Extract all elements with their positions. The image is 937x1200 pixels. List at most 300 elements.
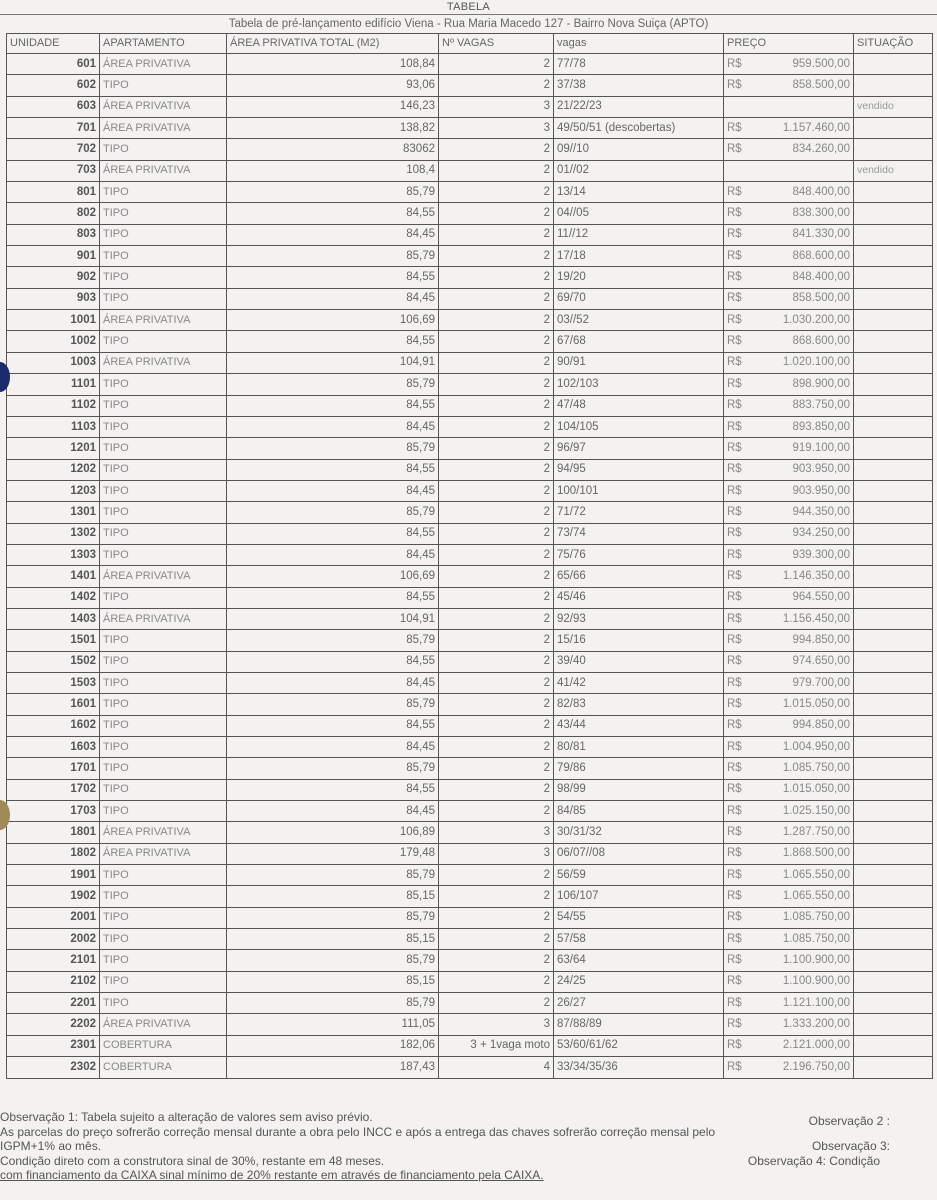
preco-value: 858.500,00 [792,292,850,305]
n-vagas-cell: 2 [439,246,554,267]
currency-symbol: R$ [727,954,742,967]
preco-cell [724,651,854,672]
apartamento-cell: ÁREA PRIVATIVA [100,822,227,843]
apartamento-cell: TIPO [100,779,227,800]
area-cell: 84,55 [227,651,439,672]
note-obs2-label: Observação 2 : [808,1114,890,1128]
preco-value: 834.260,00 [792,143,850,156]
currency-symbol: R$ [727,591,742,604]
area-cell: 85,15 [227,971,439,992]
table-row [7,118,933,139]
area-cell: 84,45 [227,288,439,309]
vagas-cell: 24/25 [554,971,724,992]
apartamento-cell: TIPO [100,758,227,779]
situacao-cell [854,480,933,501]
situacao-cell [854,374,933,395]
unidade-cell: 2301 [7,1035,100,1056]
apartamento-cell: TIPO [100,246,227,267]
n-vagas-cell: 2 [439,54,554,75]
preco-cell [724,801,854,822]
apartamento-cell: COBERTURA [100,1035,227,1056]
unidade-cell: 803 [7,224,100,245]
vagas-cell: 37/38 [554,75,724,96]
area-cell: 85,79 [227,865,439,886]
currency-symbol: R$ [727,1018,742,1031]
apartamento-cell: TIPO [100,587,227,608]
preco-cell [724,395,854,416]
n-vagas-cell: 2 [439,224,554,245]
apartamento-cell: TIPO [100,523,227,544]
n-vagas-cell: 2 [439,587,554,608]
currency-symbol: R$ [727,612,742,625]
situacao-cell [854,224,933,245]
unidade-cell: 1902 [7,886,100,907]
vagas-cell: 90/91 [554,352,724,373]
unidade-cell: 1502 [7,651,100,672]
area-cell: 84,45 [227,801,439,822]
situacao-cell [854,139,933,160]
situacao-cell [854,395,933,416]
apartamento-cell: ÁREA PRIVATIVA [100,54,227,75]
unidade-cell: 1401 [7,566,100,587]
n-vagas-cell: 3 [439,96,554,117]
preco-value: 1.121.100,00 [782,996,850,1009]
unidade-cell: 1701 [7,758,100,779]
n-vagas-cell: 2 [439,779,554,800]
preco-cell [724,630,854,651]
table-row [7,395,933,416]
n-vagas-cell: 2 [439,865,554,886]
unidade-cell: 1603 [7,737,100,758]
n-vagas-cell: 2 [439,886,554,907]
area-cell: 84,45 [227,480,439,501]
n-vagas-cell: 4 [439,1057,554,1078]
preco-value: 841.330,00 [792,228,850,241]
area-cell: 108,4 [227,160,439,181]
situacao-cell [854,352,933,373]
apartamento-cell: ÁREA PRIVATIVA [100,310,227,331]
apartamento-cell: TIPO [100,886,227,907]
col-header-apartamento: APARTAMENTO [100,34,227,54]
unidade-cell: 1103 [7,416,100,437]
currency-symbol: R$ [727,249,742,262]
situacao-cell [854,502,933,523]
currency-symbol: R$ [727,697,742,710]
situacao-cell [854,523,933,544]
table-row [7,54,933,75]
preco-cell [724,822,854,843]
vagas-cell: 82/83 [554,694,724,715]
note-obs4-label: Observação 4: Condição [747,1153,880,1168]
preco-value: 994.850,00 [792,719,850,732]
preco-cell [724,96,854,117]
preco-cell [724,75,854,96]
area-cell: 106,69 [227,566,439,587]
area-cell: 85,79 [227,502,439,523]
table-row [7,608,933,629]
unidade-cell: 1901 [7,865,100,886]
area-cell: 85,79 [227,993,439,1014]
currency-symbol: R$ [727,826,742,839]
vagas-cell: 15/16 [554,630,724,651]
n-vagas-cell: 3 [439,822,554,843]
n-vagas-cell: 2 [439,758,554,779]
table-row [7,737,933,758]
situacao-cell [854,416,933,437]
apartamento-cell: ÁREA PRIVATIVA [100,608,227,629]
n-vagas-cell: 2 [439,267,554,288]
situacao-cell [854,886,933,907]
situacao-cell [854,566,933,587]
vagas-cell: 04//05 [554,203,724,224]
preco-cell [724,993,854,1014]
apartamento-cell: COBERTURA [100,1057,227,1078]
unidade-cell: 1303 [7,544,100,565]
n-vagas-cell: 2 [439,651,554,672]
vagas-cell: 96/97 [554,438,724,459]
table-row [7,971,933,992]
preco-cell [724,544,854,565]
vagas-cell: 69/70 [554,288,724,309]
apartamento-cell: TIPO [100,480,227,501]
table-header-row [7,34,933,54]
table-row [7,758,933,779]
area-cell: 85,79 [227,907,439,928]
n-vagas-cell: 2 [439,352,554,373]
preco-cell [724,139,854,160]
note-line-4: Condição direto com a construtora sinal de 30%, restante em 48 meses. [0,1153,385,1168]
table-row [7,75,933,96]
n-vagas-cell: 2 [439,971,554,992]
table-row [7,438,933,459]
area-cell: 85,79 [227,630,439,651]
preco-value: 1.020.100,00 [782,356,850,369]
vagas-cell: 75/76 [554,544,724,565]
situacao-cell [854,672,933,693]
apartamento-cell: TIPO [100,502,227,523]
apartamento-cell: TIPO [100,139,227,160]
apartamento-cell: TIPO [100,929,227,950]
unidade-cell: 1302 [7,523,100,544]
apartamento-cell: TIPO [100,865,227,886]
area-cell: 111,05 [227,1014,439,1035]
note-line-2: As parcelas do preço sofrerão correção mensal durante a obra pelo INCC e após a entrega das chaves sofrerão correção mensal pelo [0,1124,716,1139]
col-header-unidade: UNIDADE [7,34,100,54]
table-row [7,139,933,160]
situacao-cell [854,865,933,886]
situacao-cell [854,779,933,800]
preco-cell [724,523,854,544]
apartamento-cell: TIPO [100,182,227,203]
situacao-cell [854,651,933,672]
table-row [7,651,933,672]
vagas-cell: 73/74 [554,523,724,544]
apartamento-cell: TIPO [100,267,227,288]
situacao-cell: vendido [854,160,933,181]
unidade-cell: 703 [7,160,100,181]
vagas-cell: 01//02 [554,160,724,181]
vagas-cell: 104/105 [554,416,724,437]
area-cell: 138,82 [227,118,439,139]
unidade-cell: 2201 [7,993,100,1014]
area-cell: 85,15 [227,886,439,907]
preco-cell [724,758,854,779]
table-row [7,822,933,843]
situacao-cell: vendido [854,96,933,117]
preco-cell [724,480,854,501]
currency-symbol: R$ [727,868,742,881]
currency-symbol: R$ [727,1060,742,1073]
preco-value: 919.100,00 [792,441,850,454]
preco-cell [724,310,854,331]
table-row [7,203,933,224]
apartamento-cell: TIPO [100,224,227,245]
preco-cell [724,715,854,736]
preco-value: 868.600,00 [792,249,850,262]
preco-cell [724,331,854,352]
table-row [7,672,933,693]
unidade-cell: 2002 [7,929,100,950]
preco-value: 1.868.500,00 [782,847,850,860]
situacao-cell [854,929,933,950]
unidade-cell: 1703 [7,801,100,822]
currency-symbol: R$ [727,548,742,561]
table-row [7,587,933,608]
vagas-cell: 106/107 [554,886,724,907]
vagas-cell: 03//52 [554,310,724,331]
preco-value: 959.500,00 [792,57,850,70]
currency-symbol: R$ [727,996,742,1009]
unidade-cell: 802 [7,203,100,224]
table-subtitle: Tabela de pré-lançamento edifício Viena - Rua Maria Macedo 127 - Bairro Nova Suiça (APTO) [0,14,937,34]
situacao-cell [854,801,933,822]
n-vagas-cell: 2 [439,544,554,565]
preco-value: 1.333.200,00 [782,1018,850,1031]
area-cell: 85,79 [227,950,439,971]
col-header-vagas: vagas [554,34,724,54]
situacao-cell [854,737,933,758]
vagas-cell: 09//10 [554,139,724,160]
apartamento-cell: TIPO [100,203,227,224]
n-vagas-cell: 2 [439,480,554,501]
vagas-cell: 63/64 [554,950,724,971]
table-row [7,480,933,501]
table-row [7,352,933,373]
area-cell: 84,45 [227,672,439,693]
preco-cell [724,203,854,224]
currency-symbol: R$ [727,121,742,134]
table-row [7,886,933,907]
preco-cell [724,1035,854,1056]
area-cell: 85,15 [227,929,439,950]
n-vagas-cell: 2 [439,737,554,758]
preco-value: 939.300,00 [792,548,850,561]
currency-symbol: R$ [727,762,742,775]
vagas-cell: 30/31/32 [554,822,724,843]
currency-symbol: R$ [727,975,742,988]
area-cell: 84,55 [227,587,439,608]
unidade-cell: 1301 [7,502,100,523]
preco-value: 1.100.900,00 [782,975,850,988]
situacao-cell [854,630,933,651]
preco-value: 1.065.550,00 [782,890,850,903]
preco-cell [724,608,854,629]
situacao-cell [854,459,933,480]
vagas-cell: 33/34/35/36 [554,1057,724,1078]
currency-symbol: R$ [727,1039,742,1052]
n-vagas-cell: 2 [439,203,554,224]
situacao-cell [854,907,933,928]
table-row [7,288,933,309]
preco-value: 883.750,00 [792,399,850,412]
apartamento-cell: ÁREA PRIVATIVA [100,352,227,373]
preco-cell [724,865,854,886]
unidade-cell: 1101 [7,374,100,395]
apartamento-cell: TIPO [100,907,227,928]
apartamento-cell: TIPO [100,993,227,1014]
table-row [7,1057,933,1078]
area-cell: 85,79 [227,374,439,395]
vagas-cell: 13/14 [554,182,724,203]
apartamento-cell: TIPO [100,544,227,565]
unidade-cell: 2001 [7,907,100,928]
situacao-cell [854,950,933,971]
preco-cell [724,352,854,373]
table-row [7,843,933,864]
col-header-area: ÁREA PRIVATIVA TOTAL (M2) [227,34,439,54]
currency-symbol: R$ [727,271,742,284]
situacao-cell [854,608,933,629]
currency-symbol: R$ [727,143,742,156]
n-vagas-cell: 2 [439,608,554,629]
table-row [7,907,933,928]
situacao-cell [854,118,933,139]
preco-value: 944.350,00 [792,505,850,518]
currency-symbol: R$ [727,527,742,540]
n-vagas-cell: 2 [439,694,554,715]
currency-symbol: R$ [727,633,742,646]
vagas-cell: 67/68 [554,331,724,352]
area-cell: 84,45 [227,416,439,437]
table-row [7,1035,933,1056]
unidade-cell: 702 [7,139,100,160]
currency-symbol: R$ [727,420,742,433]
preco-cell [724,267,854,288]
apartamento-cell: TIPO [100,737,227,758]
vagas-cell: 21/22/23 [554,96,724,117]
table-row [7,374,933,395]
situacao-cell [854,182,933,203]
preco-value: 994.850,00 [792,633,850,646]
preco-value: 903.950,00 [792,484,850,497]
area-cell: 85,79 [227,246,439,267]
unidade-cell: 1601 [7,694,100,715]
preco-value: 868.600,00 [792,335,850,348]
unidade-cell: 1203 [7,480,100,501]
table-row [7,801,933,822]
currency-symbol: R$ [727,783,742,796]
preco-value: 1.085.750,00 [782,932,850,945]
preco-value: 848.400,00 [792,271,850,284]
table-row [7,267,933,288]
area-cell: 93,06 [227,75,439,96]
unidade-cell: 1102 [7,395,100,416]
area-cell: 85,79 [227,438,439,459]
table-row [7,544,933,565]
vagas-cell: 65/66 [554,566,724,587]
currency-symbol: R$ [727,804,742,817]
n-vagas-cell: 2 [439,929,554,950]
n-vagas-cell: 2 [439,630,554,651]
preco-value: 838.300,00 [792,207,850,220]
col-header-situacao: SITUAÇÃO [854,34,933,54]
table-row [7,865,933,886]
area-cell: 84,55 [227,715,439,736]
apartamento-cell: ÁREA PRIVATIVA [100,118,227,139]
unidade-cell: 901 [7,246,100,267]
situacao-cell [854,971,933,992]
table-row [7,950,933,971]
vagas-cell: 45/46 [554,587,724,608]
preco-cell [724,737,854,758]
apartamento-cell: TIPO [100,651,227,672]
apartamento-cell: TIPO [100,715,227,736]
vagas-cell: 71/72 [554,502,724,523]
n-vagas-cell: 2 [439,139,554,160]
apartamento-cell: TIPO [100,694,227,715]
preco-cell [724,1057,854,1078]
preco-value: 893.850,00 [792,420,850,433]
unidade-cell: 602 [7,75,100,96]
currency-symbol: R$ [727,57,742,70]
price-table [6,33,933,1079]
currency-symbol: R$ [727,441,742,454]
unidade-cell: 1403 [7,608,100,629]
situacao-cell [854,310,933,331]
observations [0,1110,930,1183]
area-cell: 108,84 [227,54,439,75]
apartamento-cell: ÁREA PRIVATIVA [100,843,227,864]
preco-cell [724,694,854,715]
apartamento-cell: TIPO [100,75,227,96]
table-row [7,694,933,715]
apartamento-cell: TIPO [100,288,227,309]
n-vagas-cell: 2 [439,310,554,331]
table-row [7,993,933,1014]
n-vagas-cell: 2 [439,395,554,416]
area-cell: 146,23 [227,96,439,117]
table-row [7,1014,933,1035]
preco-cell [724,929,854,950]
unidade-cell: 2302 [7,1057,100,1078]
situacao-cell [854,715,933,736]
apartamento-cell: TIPO [100,971,227,992]
table-row [7,929,933,950]
currency-symbol: R$ [727,463,742,476]
apartamento-cell: TIPO [100,459,227,480]
vagas-cell: 98/99 [554,779,724,800]
vagas-cell: 17/18 [554,246,724,267]
apartamento-cell: TIPO [100,331,227,352]
n-vagas-cell: 3 [439,118,554,139]
unidade-cell: 1202 [7,459,100,480]
situacao-cell [854,993,933,1014]
n-vagas-cell: 2 [439,907,554,928]
n-vagas-cell: 2 [439,160,554,181]
preco-cell [724,566,854,587]
situacao-cell [854,544,933,565]
preco-value: 1.146.350,00 [782,569,850,582]
